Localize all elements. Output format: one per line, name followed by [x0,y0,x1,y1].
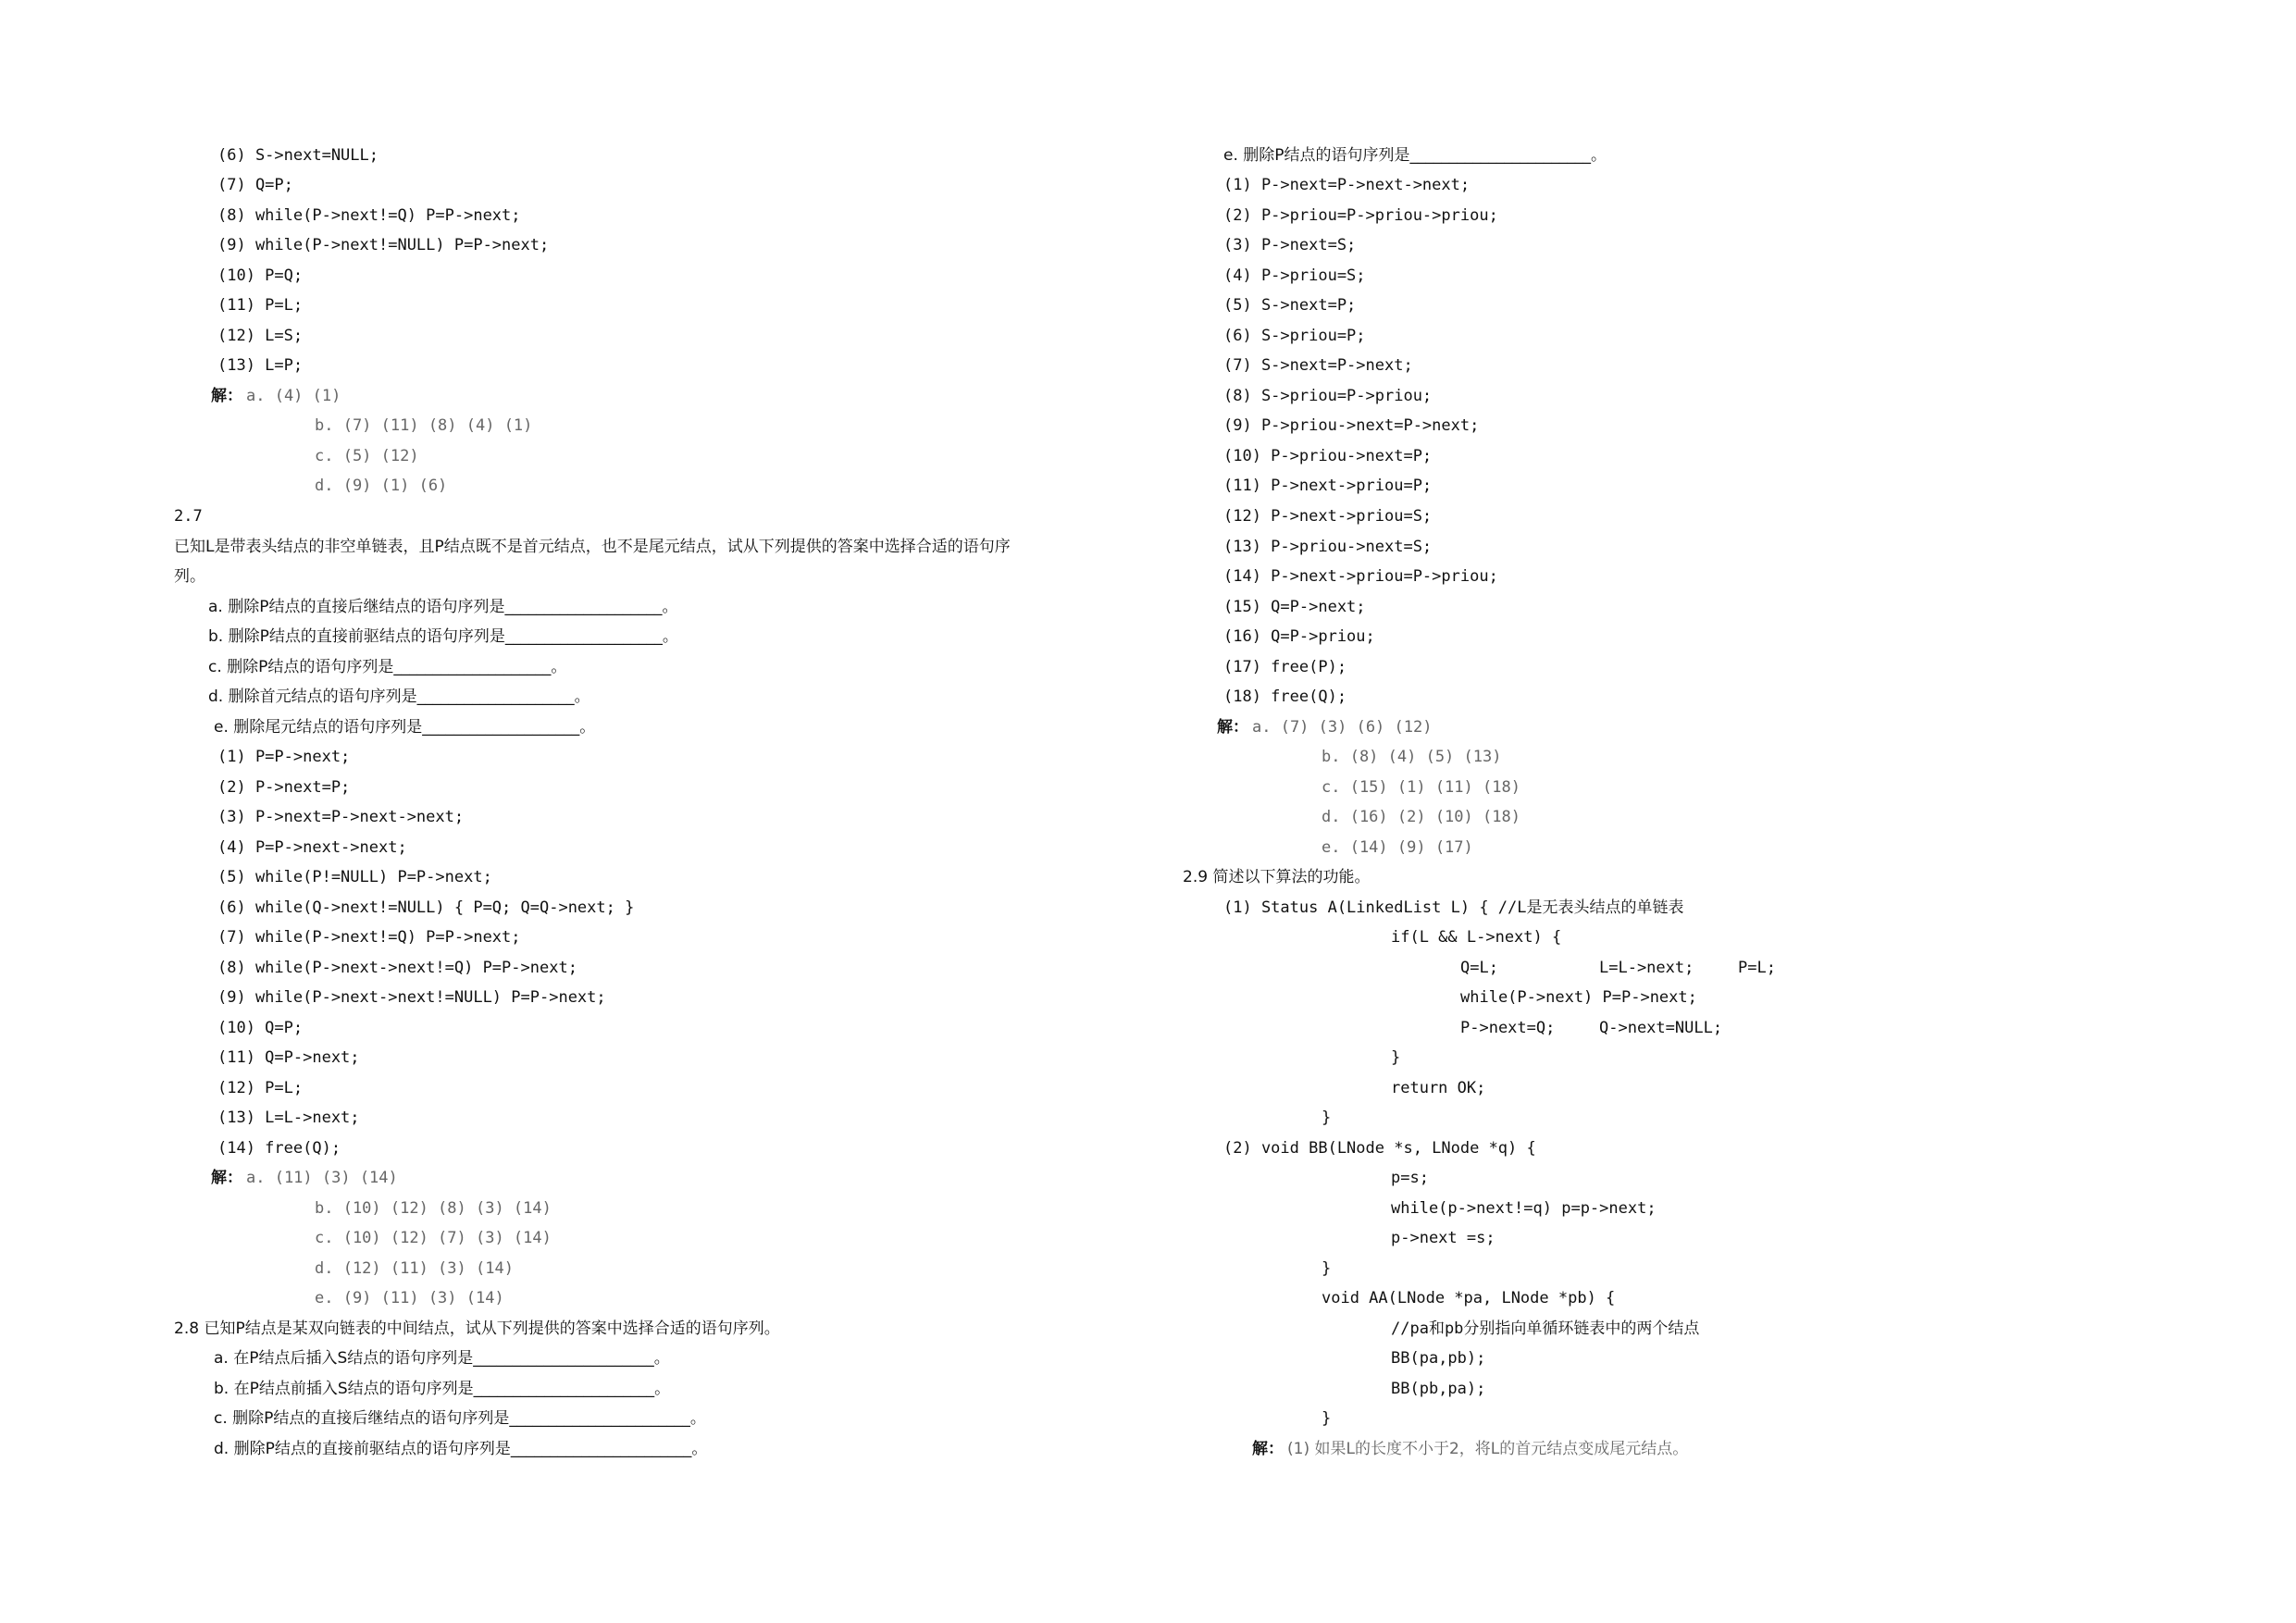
q27-option-14: (14) free(Q); [217,1139,341,1158]
q28-answer-b: b. (8) (4) (5) (13) [1322,748,1502,766]
q29-code-line: p->next =s; [1391,1229,1496,1247]
q28-question-d: d. 删除P结点的直接前驱结点的语句序列是_______________________。 [214,1440,708,1458]
q26-answer-c: c. (5) (12) [315,447,419,465]
q27-answer-c: c. (10) (12) (7) (3) (14) [315,1229,552,1247]
q27-text-1: 已知L是带表头结点的非空单链表，且P结点既不是首元结点，也不是尾元结点，试从下列提供的答案中选择合适的语句序 [174,538,1011,556]
q27-option-1: (1) P=P->next; [217,748,351,766]
q28-option-4: (4) P->priou=S; [1223,266,1366,285]
q29-code-line: BB(pa,pb); [1391,1349,1486,1368]
q26-option-12: (12) L=S; [217,327,304,345]
q27-option-9: (9) while(P->next->next!=NULL) P=P->next; [217,988,606,1007]
q27-option-3: (3) P->next=P->next->next; [217,808,465,826]
q28-option-9: (9) P->priou->next=P->next; [1223,416,1480,435]
q27-option-7: (7) while(P->next!=Q) P=P->next; [217,928,521,947]
q26-option-11: (11) P=L; [217,296,304,315]
q26-option-6: (6) S->next=NULL; [217,146,379,165]
q29-code-line: while(P->next) P=P->next; [1460,988,1697,1007]
q28-answer-d: d. (16) (2) (10) (18) [1322,808,1520,826]
q26-option-7: (7) Q=P; [217,176,293,194]
q28-option-15: (15) Q=P->next; [1223,598,1366,616]
q28-answer-label: 解： [1217,718,1248,737]
q27-option-6: (6) while(Q->next!=NULL) { P=Q; Q=Q->next; } [217,898,635,917]
q27-answer-a: a. (11) (3) (14) [246,1169,398,1187]
q28-answer-a: a. (7) (3) (6) (12) [1252,718,1433,737]
q28-option-3: (3) P->next=S; [1223,236,1357,254]
q29-code-line: return OK; [1391,1079,1486,1097]
q28-answer-e: e. (14) (9) (17) [1322,838,1473,857]
q28-option-5: (5) S->next=P; [1223,296,1357,315]
q29-code-line: void AA(LNode *pa, LNode *pb) { [1322,1289,1616,1307]
q27-option-12: (12) P=L; [217,1079,304,1097]
q29-answer-1: (1) 如果L的长度不小于2，将L的首元结点变成尾元结点。 [1287,1440,1689,1458]
q29-code-comment: //pa和pb分别指向单循环链表中的两个结点 [1391,1319,1700,1338]
q28-option-12: (12) P->next->priou=S; [1223,507,1433,526]
q28-option-7: (7) S->next=P->next; [1223,356,1413,375]
q29-code-line: } [1322,1259,1332,1278]
q28-option-16: (16) Q=P->priou; [1223,627,1375,646]
q27-option-5: (5) while(P!=NULL) P=P->next; [217,868,492,886]
q27-answer-d: d. (12) (11) (3) (14) [315,1259,514,1278]
q29-code-line: while(p->next!=q) p=p->next; [1391,1199,1657,1218]
q29-code-line: P=L; [1738,959,1776,977]
q28-question-a: a. 在P结点后插入S结点的语句序列是_______________________。 [214,1349,670,1368]
q28-option-13: (13) P->priou->next=S; [1223,538,1433,556]
q26-answer-d: d. (9) (1) (6) [315,477,448,495]
q28-option-8: (8) S->priou=P->priou; [1223,387,1433,405]
q28-option-11: (11) P->next->priou=P; [1223,477,1433,495]
q27-answer-e: e. (9) (11) (3) (14) [315,1289,504,1307]
q29-code-line: if(L && L->next) { [1391,928,1562,947]
q27-question-c: c. 删除P结点的语句序列是____________________。 [208,658,567,676]
q29-text: 2.9 简述以下算法的功能。 [1183,868,1371,886]
q29-code-line: P->next=Q; [1460,1019,1556,1037]
q27-option-11: (11) Q=P->next; [217,1048,360,1067]
q29-code-line: BB(pb,pa); [1391,1380,1486,1398]
q26-option-9: (9) while(P->next!=NULL) P=P->next; [217,236,550,254]
q28-answer-c: c. (15) (1) (11) (18) [1322,778,1520,797]
q26-option-13: (13) L=P; [217,356,304,375]
q29-code-line: (2) void BB(LNode *s, LNode *q) { [1223,1139,1536,1158]
q27-option-13: (13) L=L->next; [217,1109,360,1127]
q27-question-d: d. 删除首元结点的语句序列是____________________。 [208,688,590,706]
q29-code-line: p=s; [1391,1169,1429,1187]
q28-option-10: (10) P->priou->next=P; [1223,447,1433,465]
q27-option-2: (2) P->next=P; [217,778,351,797]
q29-code-line: Q=L; [1460,959,1498,977]
q28-option-18: (18) free(Q); [1223,688,1347,706]
q29-answer-label: 解： [1252,1440,1284,1458]
q28-question-b: b. 在P结点前插入S结点的语句序列是_______________________。 [214,1380,671,1398]
q27-answer-label: 解： [211,1169,242,1187]
q28-option-6: (6) S->priou=P; [1223,327,1366,345]
q27-option-4: (4) P=P->next->next; [217,838,407,857]
q26-option-10: (10) P=Q; [217,266,304,285]
q27-option-10: (10) Q=P; [217,1019,304,1037]
q28-option-1: (1) P->next=P->next->next; [1223,176,1471,194]
q27-answer-b: b. (10) (12) (8) (3) (14) [315,1199,552,1218]
q28-text: 2.8 已知P结点是某双向链表的中间结点，试从下列提供的答案中选择合适的语句序列。 [174,1319,780,1338]
q29-code-line: } [1391,1048,1401,1067]
q26-answer-label: 解： [211,387,242,405]
q29-code-line: (1) Status A(LinkedList L) { //L是无表头结点的单链表 [1223,898,1684,917]
q28-question-c: c. 删除P结点的直接后继结点的语句序列是_______________________。 [214,1409,706,1428]
q26-option-8: (8) while(P->next!=Q) P=P->next; [217,206,521,225]
q28-option-2: (2) P->priou=P->priou->priou; [1223,206,1498,225]
q29-code-line: L=L->next; [1599,959,1694,977]
q29-code-line: Q->next=NULL; [1599,1019,1723,1037]
q27-text-2: 列。 [174,567,205,586]
q29-code-line: } [1322,1109,1332,1127]
q28-option-14: (14) P->next->priou=P->priou; [1223,567,1498,586]
q27-option-8: (8) while(P->next->next!=Q) P=P->next; [217,959,577,977]
q27-question-a: a. 删除P结点的直接后继结点的语句序列是____________________。 [208,598,678,616]
q27-number: 2.7 [174,507,203,526]
q27-question-e: e. 删除尾元结点的语句序列是____________________。 [214,718,596,737]
q28-option-17: (17) free(P); [1223,658,1347,676]
q26-answer-a: a. (4) (1) [246,387,341,405]
q28-question-e: e. 删除P结点的语句序列是_______________________。 [1223,146,1607,165]
q27-question-b: b. 删除P结点的直接前驱结点的语句序列是____________________。 [208,627,678,646]
q26-answer-b: b. (7) (11) (8) (4) (1) [315,416,533,435]
q29-code-line: } [1322,1409,1332,1428]
